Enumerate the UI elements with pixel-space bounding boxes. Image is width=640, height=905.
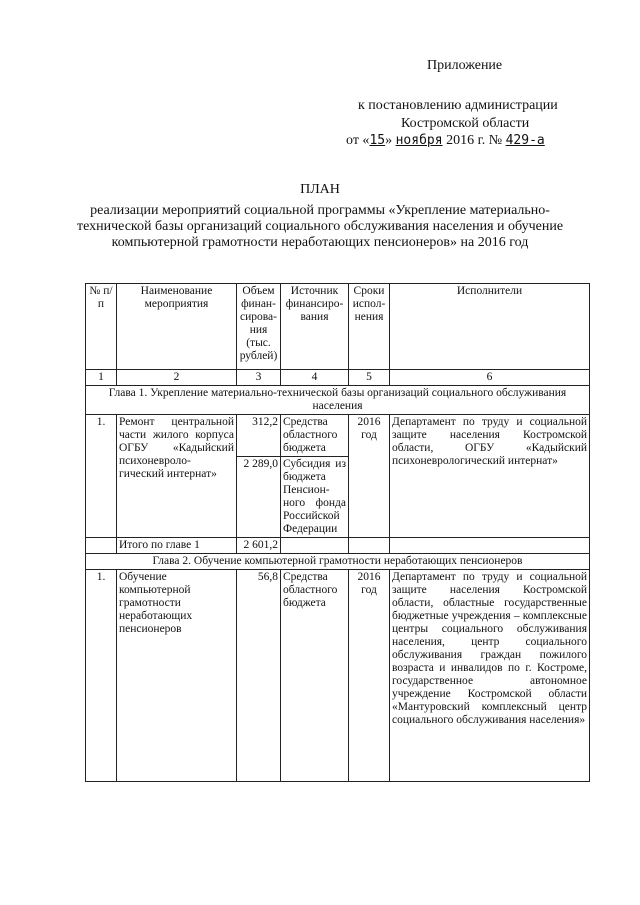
table-row [86, 415, 590, 457]
column-number: 1 [86, 370, 117, 386]
row-amount: 56,8 [237, 570, 281, 782]
column-number: 3 [237, 370, 281, 386]
column-number: 2 [117, 370, 237, 386]
resolution-number: 429-а [505, 133, 545, 148]
header-num: № п/п [86, 284, 117, 370]
table-header-row [86, 284, 590, 370]
total-label: Итого по главе 1 [117, 538, 237, 554]
row-executors: Департамент по труду и социальной защите населения Костромской области, ОГБУ «Кадыйский психоневрологический интернат» [390, 415, 590, 538]
column-number: 5 [349, 370, 390, 386]
date-quote: » [385, 133, 393, 148]
chapter1-title: Глава 1. Укрепление материально-технической базы организаций социального обслуживания населения [86, 386, 590, 415]
row-num: 1. [86, 415, 117, 538]
header-term: Сроки испол-нения [349, 284, 390, 370]
header-amount: Объем финан-сирова-ния (тыс. рублей) [237, 284, 281, 370]
date-month: ноября [395, 133, 443, 148]
plan-title: ПЛАН [300, 182, 340, 197]
appendix-label: Приложение [427, 58, 503, 73]
total-row [86, 538, 590, 554]
row-term: 2016 год [349, 570, 390, 782]
row-source: Субсидия из бюджета Пенсион-ного фонда Российской Федерации [281, 457, 349, 538]
chapter1-row [86, 386, 590, 415]
row-amount: 2 289,0 [237, 457, 281, 538]
chapter2-title: Глава 2. Обучение компьютерной грамотности неработающих пенсионеров [86, 554, 590, 570]
row-num: 1. [86, 570, 117, 782]
column-numbers-row [86, 370, 590, 386]
header-source: Источник финансиро-вания [281, 284, 349, 370]
row-name: Обучение компьютерной грамотности неработающих пенсионеров [117, 570, 237, 782]
row-source: Средства областного бюджета [281, 415, 349, 457]
row-executors: Департамент по труду и социальной защите населения Костромской области, областные государственные бюджетные учреждения – комплексные центры социального обслуживания населения, центр социального обслуживания граждан пожилого возраста и инвалидов по г. Костроме, государственное автономное учреждение Костромской области «Мантуровский комплексный центр социального обслуживания населения» [390, 570, 590, 782]
resolution-ref-line2: Костромской области [401, 116, 530, 131]
table-row [86, 570, 590, 782]
date-prefix: от « [346, 133, 370, 148]
column-number: 6 [390, 370, 590, 386]
row-name: Ремонт центральной части жилого корпуса ОГБУ «Кадыйский психоневроло-гический интернат» [117, 415, 237, 538]
date-year: 2016 г. № [446, 133, 503, 148]
total-value: 2 601,2 [237, 538, 281, 554]
row-amount: 312,2 [237, 415, 281, 457]
resolution-ref-line1: к постановлению администрации [358, 98, 558, 113]
row-source: Средства областного бюджета [281, 570, 349, 782]
chapter2-row [86, 554, 590, 570]
plan-subtitle: реализации мероприятий социальной программы «Укрепление материально-технической базы организаций социального обслуживания населения и обучение компьютерной грамотности неработающих пенсионеров» на 2016 год [76, 203, 564, 250]
column-number: 4 [281, 370, 349, 386]
resolution-date-number [346, 133, 545, 149]
header-executors: Исполнители [390, 284, 590, 370]
date-day: 15 [369, 133, 386, 148]
row-term: 2016 год [349, 415, 390, 538]
header-name: Наименование мероприятия [117, 284, 237, 370]
plan-table [85, 283, 590, 782]
